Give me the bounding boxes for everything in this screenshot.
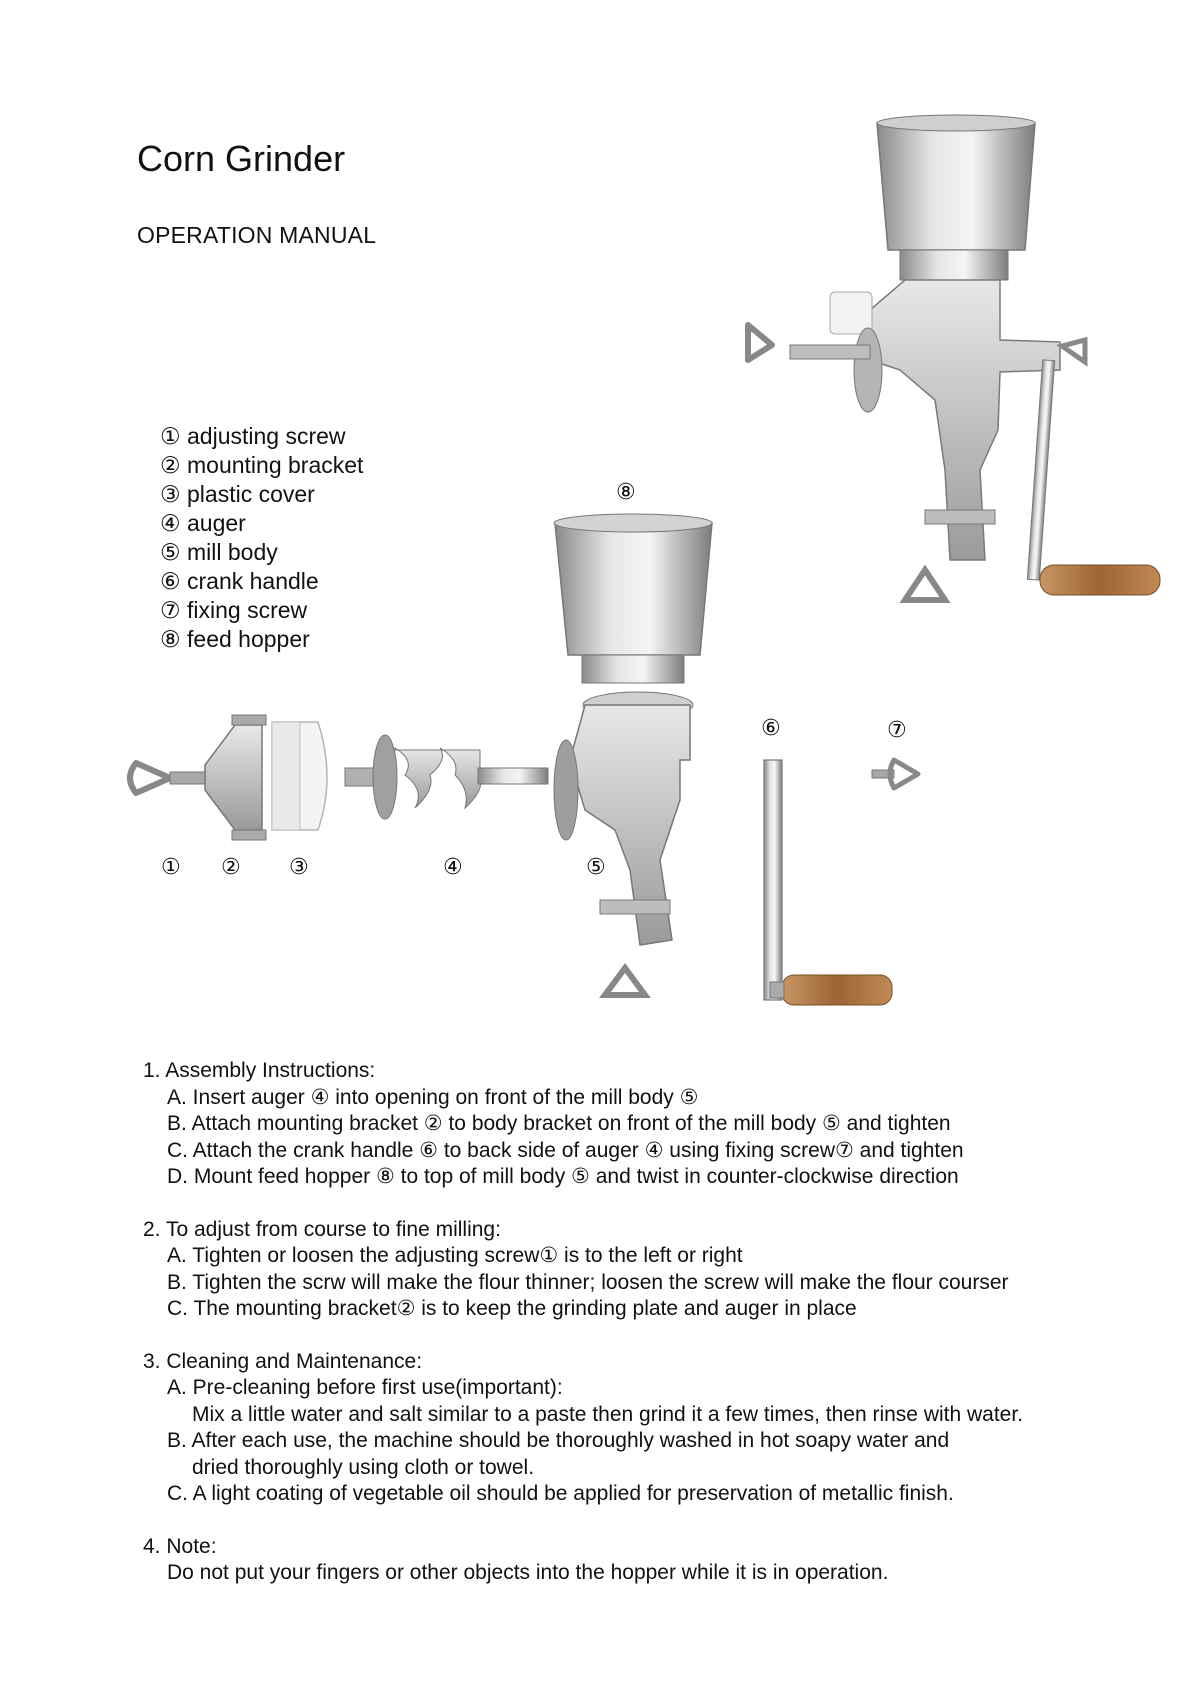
section-heading: 2. To adjust from course to fine milling: — [143, 1217, 501, 1241]
instruction-step: A. Tighten or loosen the adjusting screw① is to the left or right — [167, 1244, 743, 1267]
part-label-3: ③ — [289, 855, 309, 880]
feed-hopper-image — [554, 514, 712, 683]
crank-handle-image — [764, 760, 892, 1005]
instruction-step: B. Tighten the scrw will make the flour thinner; loosen the screw will make the flour courser — [167, 1270, 1009, 1294]
plastic-cover-image — [272, 722, 327, 830]
section-note — [143, 1534, 1163, 1587]
legend-item-plastic-cover: ③ plastic cover — [160, 481, 315, 507]
fixing-screw-image — [872, 760, 918, 788]
legend-item-fixing-screw: ⑦ fixing screw — [160, 597, 308, 623]
section-assembly — [143, 1058, 1163, 1191]
legend-item-adjusting-screw: ① adjusting screw — [160, 423, 346, 449]
section-heading: 1. Assembly Instructions: — [143, 1059, 376, 1082]
legend-item-crank-handle: ⑥ crank handle — [160, 568, 319, 594]
mounting-bracket-image — [205, 715, 266, 840]
legend-item-mill-body: ⑤ mill body — [160, 539, 278, 565]
section-heading: 3. Cleaning and Maintenance: — [143, 1349, 423, 1373]
document-subtitle: OPERATION MANUAL — [137, 222, 377, 248]
legend-item-auger: ④ auger — [160, 510, 246, 536]
part-label-8: ⑧ — [616, 480, 636, 505]
instruction-step: D. Mount feed hopper ⑧ to top of mill body ⑤ and twist in counter-clockwise direction — [167, 1165, 959, 1188]
instruction-step: B. Attach mounting bracket ② to body bracket on front of the mill body ⑤ and tighten — [167, 1112, 951, 1135]
part-label-5: ⑤ — [586, 855, 606, 880]
instructions — [143, 1058, 1163, 1613]
instruction-step: B. After each use, the machine should be thoroughly washed in hot soapy water and — [167, 1429, 950, 1452]
auger-image — [345, 735, 548, 819]
instruction-step-continuation: Mix a little water and salt similar to a paste then grind it a few times, then rinse with water. — [192, 1402, 1024, 1426]
part-label-7: ⑦ — [887, 718, 907, 743]
note-text: Do not put your fingers or other objects into the hopper while it is in operation. — [167, 1561, 889, 1584]
part-label-4: ④ — [443, 855, 463, 880]
section-adjust — [143, 1217, 1163, 1323]
instruction-step: A. Insert auger ④ into opening on front of the mill body ⑤ — [167, 1085, 699, 1109]
section-cleaning — [143, 1349, 1163, 1508]
instruction-step: C. The mounting bracket② is to keep the grinding plate and auger in place — [167, 1297, 857, 1320]
mill-body-image — [554, 692, 693, 995]
part-label-2: ② — [221, 855, 241, 880]
document-title: Corn Grinder — [137, 138, 346, 179]
assembled-grinder-image — [748, 115, 1160, 600]
instruction-step: A. Pre-cleaning before first use(important): — [167, 1376, 563, 1399]
part-label-1: ① — [161, 855, 181, 880]
instruction-step: C. A light coating of vegetable oil should be applied for preservation of metallic finish. — [167, 1482, 954, 1505]
legend-item-feed-hopper: ⑧ feed hopper — [160, 626, 310, 652]
part-label-6: ⑥ — [761, 716, 781, 741]
instruction-step: C. Attach the crank handle ⑥ to back side of auger ④ using fixing screw⑦ and tighten — [167, 1138, 964, 1162]
section-heading: 4. Note: — [143, 1534, 217, 1558]
instruction-step-continuation: dried thoroughly using cloth or towel. — [192, 1455, 535, 1479]
adjusting-screw-image — [130, 763, 210, 793]
legend-item-mounting-bracket: ② mounting bracket — [160, 452, 364, 478]
